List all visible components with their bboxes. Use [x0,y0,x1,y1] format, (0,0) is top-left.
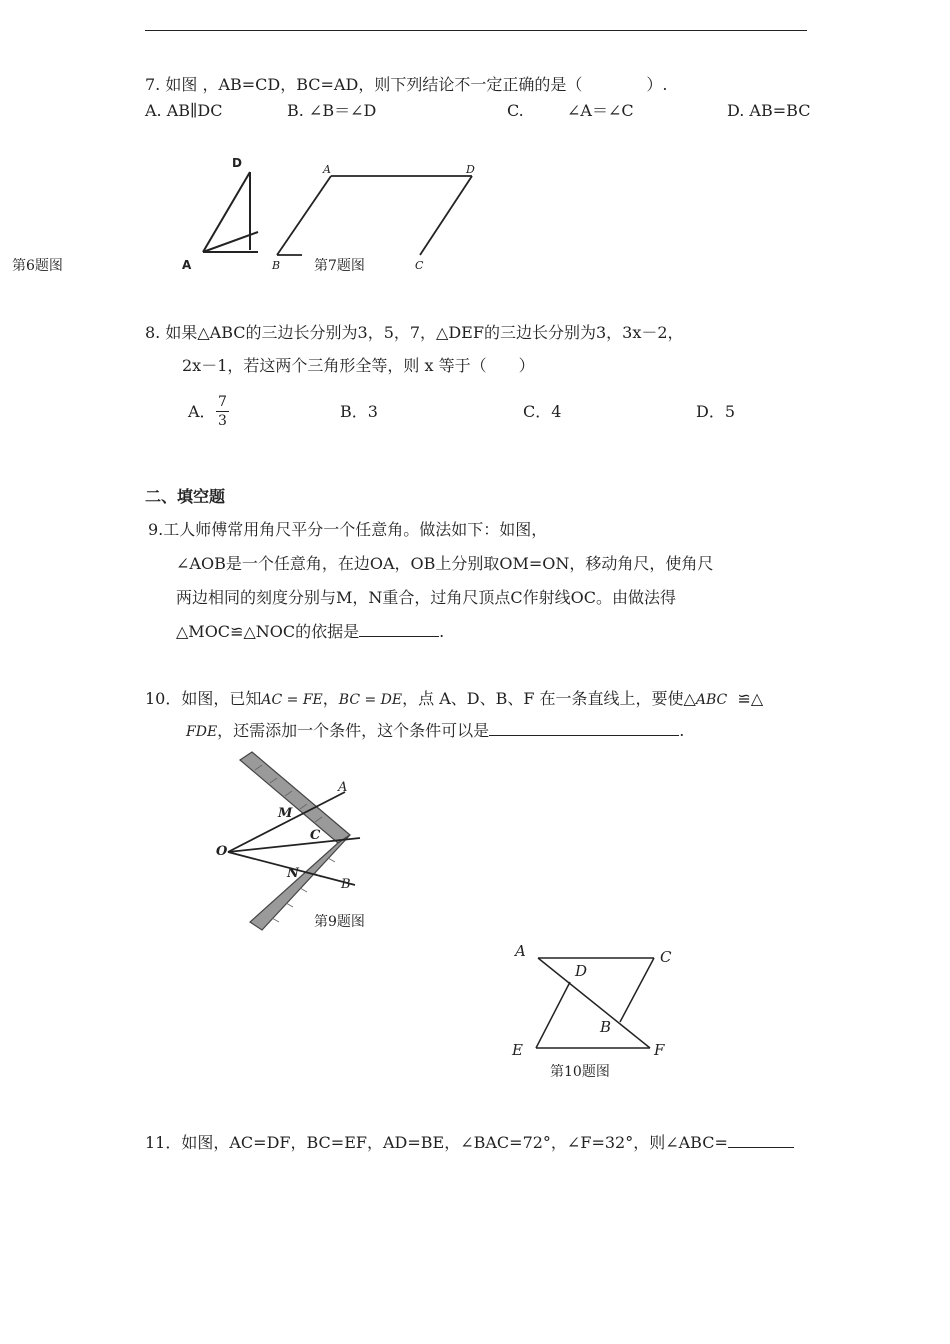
q7-option-d: D. AB=BC [727,101,811,120]
fig10-caption: 第10题图 [550,1064,610,1080]
fig9-label-a: A [338,780,348,795]
q8-line1: 8. 如果△ABC的三边长分别为3，5，7，△DEF的三边长分别为3，3x－2， [145,323,684,342]
q9-line1: 9.工人师傅常用角尺平分一个任意角。做法如下：如图， [148,520,548,539]
q10-line2-end: . [679,721,685,740]
q10-expr-bc-de: BC = DE [338,692,403,708]
fig9-label-c: C [310,828,321,843]
fig9-label-n: N [287,866,299,881]
q11-answer-blank[interactable] [728,1147,794,1148]
fraction-denominator: 3 [218,413,227,429]
fig7-label-b: B [272,259,281,272]
q10-line1-a: 10．如图，已知 [145,689,262,708]
q8-option-c: C．4 [523,402,562,421]
fig10-label-c: C [660,948,672,966]
q8-line2: 2x－1，若这两个三角形全等，则 x 等于（ ） [182,356,535,375]
fig10-label-e: E [512,1041,523,1059]
fig9-caption: 第9题图 [314,914,365,930]
fig6-label-a: A [182,258,192,272]
q7-option-c: ∠A＝∠C [567,101,634,120]
q9-line4-text: △MOC≌△NOC的依据是 [176,622,360,641]
fig9-label-o: O [216,844,228,859]
q10-line1-c: ≌△ [737,689,764,708]
fig6-label-d: D [232,156,242,170]
q8-option-d: D．5 [696,402,736,421]
fig9-label-b: B [341,877,351,892]
q11-text: 11．如图，AC=DF，BC=EF，AD=BE，∠BAC=72°，∠F=32°，则∠ABC= [145,1133,728,1152]
q7-option-a: A. AB∥DC [145,101,223,120]
q8-option-b: B．3 [340,402,378,421]
q10-line2-text: ，还需添加一个条件，这个条件可以是 [217,721,490,740]
q10-expr-fde: FDE [186,724,218,740]
section-title: 二、填空题 [145,487,226,506]
q7-option-c-label: C. [507,101,524,120]
fig7-label-c: C [415,259,424,272]
fig10-label-f: F [654,1041,665,1059]
fig10-label-a: A [515,942,526,960]
q7-stem: 7. 如图 ，AB=CD，BC=AD，则下列结论不一定正确的是（ ）. [145,75,668,94]
fig7-caption: 第7题图 [314,258,365,274]
q9-line4-end: . [439,622,445,641]
q10-expr-ac-fe: AC = FE [261,692,323,708]
fig10-label-b: B [600,1018,612,1036]
fig7-label-d: D [466,163,475,176]
fraction-numerator: 7 [218,394,227,410]
q11-line [145,1132,794,1154]
q7-option-b: B. ∠B＝∠D [287,101,377,120]
q8-option-a-prefix: A． [188,402,216,421]
q10-sep: ， [322,689,339,708]
fig10-label-d: D [575,962,588,980]
q9-line2: ∠AOB是一个任意角，在边OA，OB上分别取OM=ON，移动角尺，使角尺 [176,554,714,573]
q9-line3: 两边相同的刻度分别与M，N重合，过角尺顶点C作射线OC。由做法得 [176,588,676,607]
fig6-caption: 第6题图 [12,258,63,274]
fig9-label-m: M [278,806,293,821]
fig7-label-a: A [323,163,331,176]
q10-line1-b: ，点 A、D、B、F 在一条直线上，要使△ [402,689,696,708]
q10-expr-abc: ABC [695,692,728,708]
